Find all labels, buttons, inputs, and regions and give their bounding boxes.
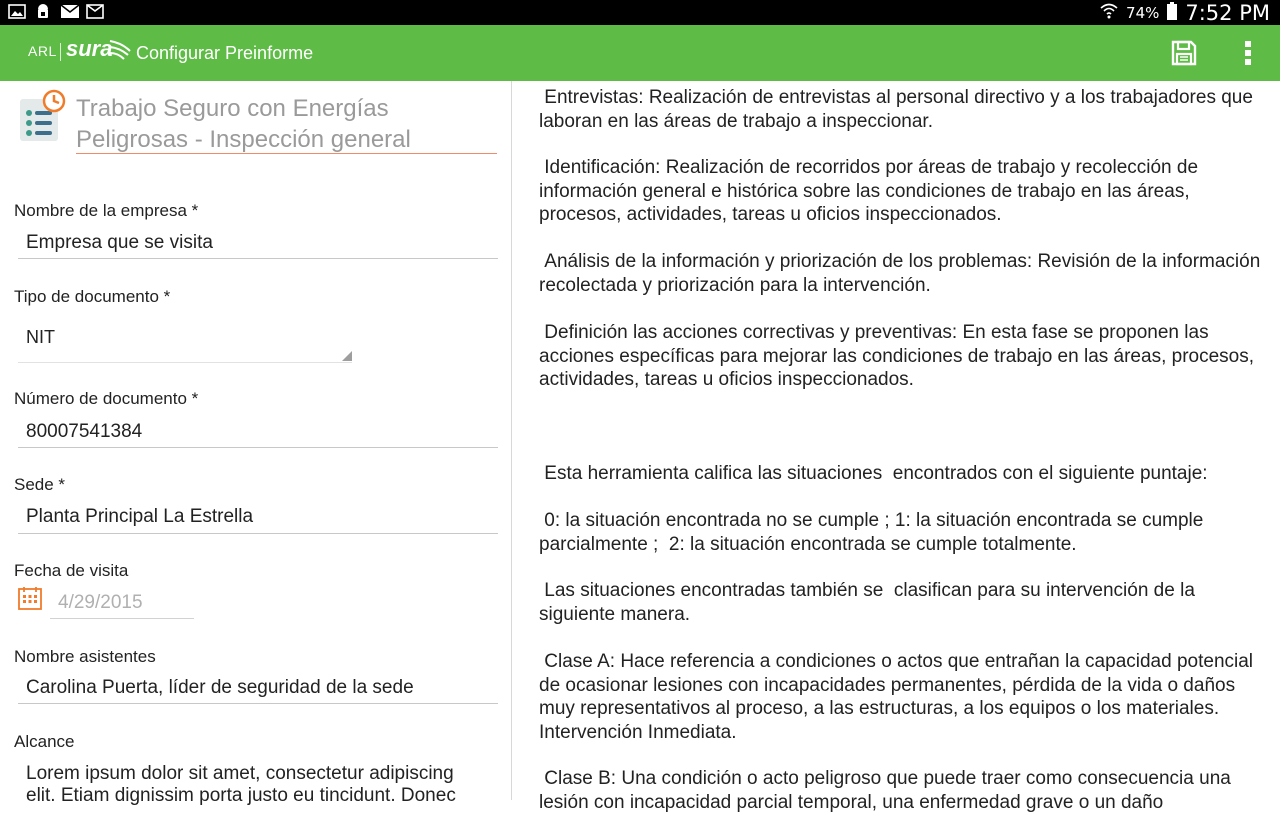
- doc-number-field[interactable]: 80007541384: [26, 421, 143, 442]
- doc-type-select[interactable]: NIT: [26, 327, 55, 347]
- battery-icon: [1167, 2, 1177, 24]
- brand-arl: ARL: [28, 43, 57, 59]
- app-title: Configurar Preinforme: [136, 43, 314, 63]
- android-debug-icon: [34, 3, 52, 20]
- dropdown-arrow-icon[interactable]: [342, 351, 352, 361]
- doc-type-underline: [18, 362, 352, 363]
- paragraph-interviews: Entrevistas: Realización de entrevistas al personal directivo y a los trabajadores que laboran en las áreas de trabajo a inspeccionar.: [539, 87, 1259, 132]
- paragraph-scoring-scale: 0: la situación encontrada no se cumple ; 1: la situación encontrada se cumple parcialmente ; 2: la situación encontrada se cumple totalmente.: [539, 510, 1209, 555]
- wifi-icon: [1100, 3, 1118, 23]
- paragraph-class-b: Clase B: Una condición o acto peligroso que puede traer como consecuencia una lesión con incapacidad parcial temporal, una enfermedad grave o un daño: [539, 768, 1237, 813]
- overflow-menu-button[interactable]: [1236, 38, 1260, 68]
- company-field-underline: [18, 258, 498, 259]
- brand-divider: [60, 43, 61, 61]
- paragraph-class-a: Clase A: Hace referencia a condiciones o actos que entrañan la capacidad potencial de ocasionar lesiones con incapacidades permanentes, pérdida de la vida o daños muy representativos al proceso, a las estructuras, a los equipos o los materiales. Intervención Inmediata.: [539, 651, 1259, 743]
- save-icon: [1171, 40, 1197, 66]
- paragraph-scoring-intro: Esta herramienta califica las situaciones encontrados con el siguiente puntaje:: [539, 463, 1208, 484]
- visit-date-label: Fecha de visita: [14, 561, 129, 580]
- doc-type-label: Tipo de documento *: [14, 287, 171, 306]
- doc-number-underline: [18, 447, 498, 448]
- mailbox-icon: [86, 3, 104, 20]
- visit-date-underline: [50, 618, 194, 619]
- attendees-field[interactable]: Carolina Puerta, líder de seguridad de la sede: [26, 677, 414, 698]
- attendees-underline: [18, 703, 498, 704]
- site-field[interactable]: Planta Principal La Estrella: [26, 506, 254, 527]
- form-title-line1: Trabajo Seguro con Energías: [76, 95, 389, 122]
- paragraph-classification: Las situaciones encontradas también se clasifican para su intervención de la siguiente manera.: [539, 580, 1201, 625]
- visit-date-field[interactable]: 4/29/2015: [58, 592, 143, 613]
- company-label: Nombre de la empresa *: [14, 201, 199, 220]
- calendar-icon[interactable]: [18, 586, 42, 610]
- description-panel: [513, 81, 1280, 813]
- attendees-label: Nombre asistentes: [14, 647, 156, 666]
- save-button[interactable]: [1168, 39, 1200, 67]
- sura-wave-icon: [108, 37, 132, 68]
- paragraph-identification: Identificación: Realización de recorridos por áreas de trabajo y recolección de información general e histórica sobre las condiciones de trabajo en las áreas, procesos, actividades, tareas u oficios inspeccionados.: [539, 157, 1204, 225]
- form-panel: [0, 81, 512, 806]
- paragraph-corrective-actions: Definición las acciones correctivas y preventivas: En esta fase se proponen las acciones específicas para mejorar las condiciones de trabajo en las áreas, procesos, actividades, tareas u oficios inspeccionados.: [539, 322, 1260, 390]
- brand-sura-logo: sura: [66, 36, 113, 61]
- form-title[interactable]: [76, 93, 496, 155]
- app-bar: [0, 25, 1280, 81]
- checklist-clock-icon: [18, 89, 68, 143]
- mail-icon: [60, 3, 78, 20]
- company-field[interactable]: Empresa que se visita: [26, 232, 213, 253]
- site-label: Sede *: [14, 475, 66, 494]
- gallery-icon: [8, 3, 26, 20]
- scope-field[interactable]: Lorem ipsum dolor sit amet, consectetur adipiscing elit. Etiam dignissim porta justo eu tincidunt. Donec: [26, 763, 456, 806]
- paragraph-analysis: Análisis de la información y priorización de los problemas: Revisión de la información recolectada y priorización para la intervención.: [539, 251, 1266, 296]
- site-underline: [18, 533, 498, 534]
- clock: 7:52 PM: [1185, 0, 1270, 25]
- overflow-menu-icon: [1244, 40, 1252, 66]
- status-bar: [0, 0, 1280, 25]
- form-title-underline: [76, 153, 497, 154]
- doc-number-label: Número de documento *: [14, 389, 199, 408]
- battery-percent: 74%: [1126, 3, 1160, 22]
- form-title-line2: Peligrosas - Inspección general: [76, 126, 411, 153]
- scope-label: Alcance: [14, 732, 75, 751]
